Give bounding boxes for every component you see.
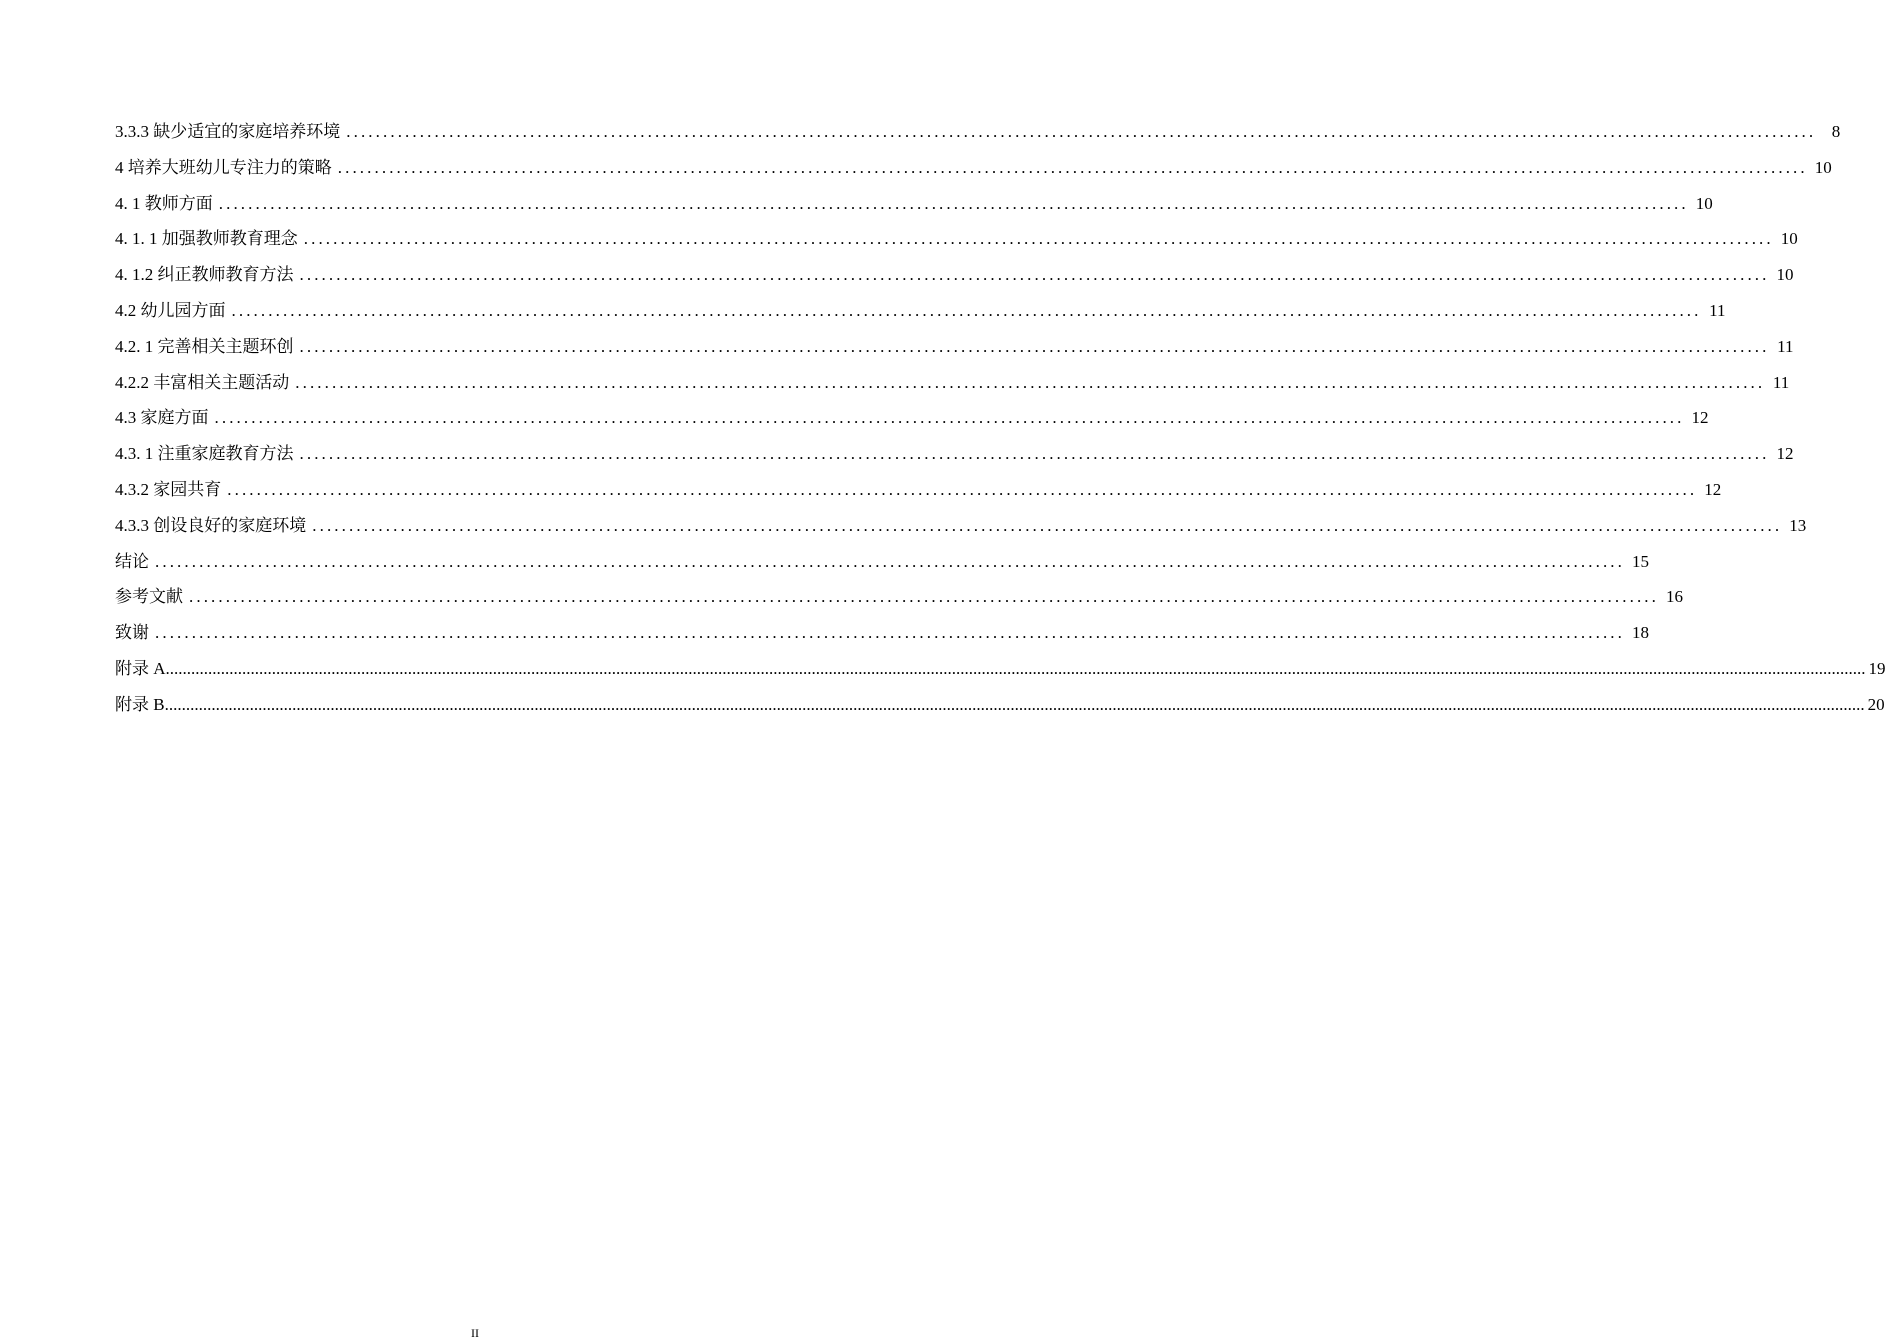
page-number: II	[471, 1326, 479, 1340]
toc-entry-page: 15	[1632, 551, 1649, 571]
toc-entry[interactable]	[115, 549, 1649, 585]
toc-entry[interactable]	[115, 298, 1726, 334]
toc-dot-leader: ........................................................................................................................................................................................................	[303, 229, 1774, 249]
toc-entry-page: 20	[1867, 694, 1885, 714]
toc-entry-title: 4. 1 教师方面	[115, 193, 213, 213]
toc-entry-title: 结论	[115, 551, 149, 571]
toc-entry-title: 4.3.3 创设良好的家庭环境	[115, 515, 307, 535]
toc-entry-title: 3.3.3 缺少适宜的家庭培养环境	[115, 122, 341, 141]
toc-dot-leader: ........................................................................................................................................................................................................	[299, 336, 1770, 356]
toc-entry[interactable]	[115, 262, 1794, 298]
toc-dot-leader: ........................................................................................................................................................................................................	[346, 122, 1817, 141]
toc-entry-page: 13	[1789, 515, 1807, 535]
toc-entry-page: 11	[1709, 300, 1726, 320]
toc-entry[interactable]	[115, 441, 1794, 477]
toc-entry-page: 10	[1780, 229, 1798, 249]
toc-dot-leader: ........................................................................................................................................................................................................	[189, 587, 1659, 607]
toc-entry-title: 4.3. 1 注重家庭教育方法	[115, 444, 294, 464]
toc-dot-leader: ........................................................................................................................................................................................................	[218, 193, 1689, 213]
toc-entry-page: 8	[1831, 122, 1841, 141]
toc-entry-page: 19	[1868, 658, 1886, 678]
toc-dot-leader: ................................................................................................................................................................................................................................................................................................................................................................................................................	[164, 694, 1865, 714]
toc-dot-leader: ........................................................................................................................................................................................................	[337, 157, 1808, 177]
toc-entry[interactable]	[115, 226, 1798, 262]
toc-entry[interactable]	[115, 155, 1832, 191]
toc-dot-leader: ........................................................................................................................................................................................................	[312, 515, 1783, 535]
toc-entry-title: 4. 1.2 纠正教师教育方法	[115, 265, 294, 285]
toc-entry-page: 12	[1776, 444, 1794, 464]
toc-entry[interactable]	[115, 584, 1683, 620]
toc-entry-title: 4.2 幼儿园方面	[115, 300, 226, 320]
toc-dot-leader: ........................................................................................................................................................................................................	[299, 444, 1770, 464]
toc-entry-page: 12	[1691, 408, 1709, 428]
toc-dot-leader: ........................................................................................................................................................................................................	[299, 265, 1770, 285]
toc-entry-title: 4.2. 1 完善相关主题环创	[115, 336, 294, 356]
toc-entry[interactable]	[115, 656, 1886, 692]
toc-entry[interactable]	[115, 405, 1709, 441]
toc-dot-leader: ........................................................................................................................................................................................................	[231, 300, 1702, 320]
table-of-contents	[115, 119, 1886, 728]
toc-entry[interactable]	[115, 620, 1649, 656]
toc-dot-leader: ................................................................................................................................................................................................................................................................................................................................................................................................................	[165, 658, 1866, 678]
toc-entry-title: 4.3.2 家园共育	[115, 479, 222, 499]
toc-entry-title: 附录 A	[115, 658, 166, 678]
toc-entry-page: 10	[1695, 193, 1713, 213]
toc-entry-title: 参考文献	[115, 587, 183, 607]
toc-entry-title: 4. 1. 1 加强教师教育理念	[115, 229, 298, 249]
toc-dot-leader: ........................................................................................................................................................................................................	[227, 479, 1698, 499]
toc-entry-title: 4 培养大班幼儿专注力的策略	[115, 157, 332, 177]
toc-entry-title: 致谢	[115, 623, 149, 643]
toc-entry-title: 4.3 家庭方面	[115, 408, 209, 428]
toc-entry[interactable]	[115, 513, 1807, 549]
toc-entry-page: 11	[1772, 372, 1790, 392]
toc-entry[interactable]	[115, 334, 1794, 370]
toc-entry[interactable]	[115, 692, 1885, 728]
toc-dot-leader: ........................................................................................................................................................................................................	[295, 372, 1766, 392]
toc-entry-title: 4.2.2 丰富相关主题活动	[115, 372, 290, 392]
toc-entry-page: 10	[1814, 157, 1832, 177]
toc-dot-leader: ........................................................................................................................................................................................................	[155, 551, 1625, 571]
toc-dot-leader: ........................................................................................................................................................................................................	[155, 623, 1625, 643]
toc-entry[interactable]	[115, 477, 1722, 513]
toc-dot-leader: ........................................................................................................................................................................................................	[214, 408, 1685, 428]
toc-entry[interactable]	[115, 119, 1841, 155]
toc-entry-page: 11	[1777, 336, 1794, 356]
toc-entry-title: 附录 B	[115, 694, 165, 714]
toc-entry-page: 16	[1666, 587, 1683, 607]
toc-entry[interactable]	[115, 191, 1713, 227]
toc-entry-page: 12	[1704, 479, 1722, 499]
toc-entry[interactable]	[115, 370, 1790, 406]
toc-entry-page: 10	[1776, 265, 1794, 285]
toc-entry-page: 18	[1632, 623, 1649, 643]
